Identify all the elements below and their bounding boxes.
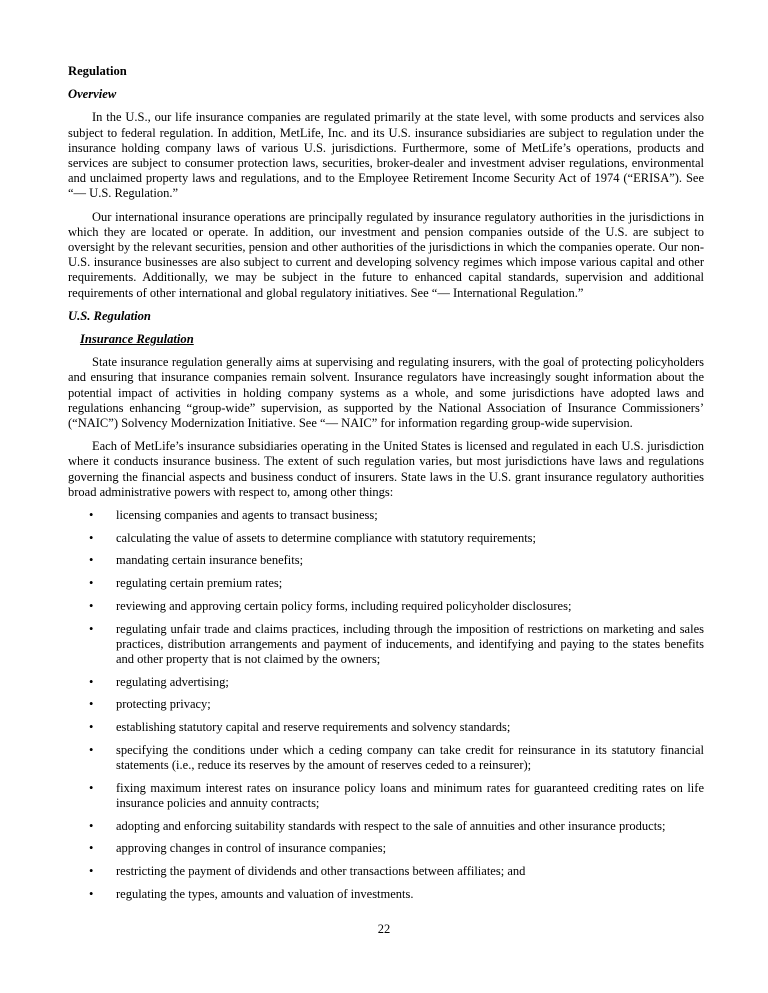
subsection-heading-us-regulation: U.S. Regulation [68, 308, 151, 323]
list-item [68, 887, 704, 902]
list-item [68, 531, 704, 546]
section-heading-regulation: Regulation [68, 64, 127, 78]
insurance-paragraph-1: State insurance regulation generally aims at supervising and regulating insurers, with the goal of protecting policyholders and ensuring that insurance companies remain solvent. Insurance regulators have increasingly sought information about the potential impact of activities in holding company systems as a whole, and some jurisdictions have adopted laws and regulations enhancing “group-wide” supervision, as supported by the National Association of Insurance Commissioners’ (“NAIC”) Solvency Modernization Initiative. See “— NAIC” for information regarding group-wide supervision. [68, 355, 704, 431]
list-item [68, 508, 704, 523]
bullet-marker: • [89, 720, 94, 735]
bullet-marker: • [89, 886, 94, 901]
bullet-marker: • [89, 598, 94, 613]
bullet-marker: • [89, 621, 94, 636]
overview-paragraph-2: Our international insurance operations are principally regulated by insurance regulatory authorities in the jurisdictions in which they are located or operate. In addition, our investment and pension companies outside of the U.S. are subject to oversight by the relevant securities, pension and other authorities of the jurisdictions in which the companies operate. Our non-U.S. insurance businesses are also subject to current and developing solvency regimes which impose various capital and other requirements. Additionally, we may be subject in the future to enhanced capital standards, supervision and additional requirements of other international and global regulatory initiatives. See “— International Regulation.” [68, 209, 704, 300]
regulatory-powers-bullet-list [68, 508, 704, 902]
list-item [68, 781, 704, 811]
bullet-marker: • [89, 674, 94, 689]
list-item-text: fixing maximum interest rates on insurance policy loans and minimum rates for guaranteed crediting rates on life insurance policies and annuity contracts; [116, 780, 704, 810]
list-item [68, 576, 704, 591]
list-item [68, 864, 704, 879]
list-item-text: licensing companies and agents to transact business; [116, 508, 378, 523]
list-item [68, 675, 704, 690]
bullet-marker: • [89, 530, 94, 545]
overview-paragraph-1: In the U.S., our life insurance companies are regulated primarily at the state level, with some products and services also subject to federal regulation. In addition, MetLife, Inc. and its U.S. insurance subsidiaries are subject to regulation under the insurance holding company laws of various U.S. jurisdictions. Furthermore, some of MetLife’s operations, products and services are subject to consumer protection laws, securities, broker-dealer and investment adviser regulations, environmental and unclaimed property laws and regulations, and to the Employee Retirement Income Security Act of 1974 (“ERISA”). See “— U.S. Regulation.” [68, 110, 704, 201]
list-item [68, 553, 704, 568]
list-item-text: regulating certain premium rates; [116, 576, 283, 591]
list-item [68, 720, 704, 735]
list-item-text: mandating certain insurance benefits; [116, 553, 304, 568]
bullet-marker: • [89, 576, 94, 591]
list-item-text: restricting the payment of dividends and other transactions between affiliates; and [116, 864, 526, 879]
list-item [68, 599, 704, 614]
list-item-text: regulating advertising; [116, 674, 229, 689]
list-item-text: calculating the value of assets to determine compliance with statutory requirements; [116, 530, 537, 545]
page-number: 22 [377, 922, 391, 936]
list-item-text: regulating unfair trade and claims practices, including through the imposition of restrictions on marketing and sales practices, distribution arrangements and payment of inducements, and identifying and paying to the states benefits and other property that is not claimed by the owners; [116, 621, 704, 666]
bullet-marker: • [89, 742, 94, 757]
bullet-marker: • [89, 553, 94, 568]
list-item-text: approving changes in control of insurance companies; [116, 841, 387, 856]
bullet-marker: • [89, 697, 94, 712]
document-page [68, 64, 704, 909]
list-item [68, 743, 704, 773]
list-item-text: regulating the types, amounts and valuation of investments. [116, 886, 414, 901]
insurance-paragraph-2: Each of MetLife’s insurance subsidiaries operating in the United States is licensed and regulated in each U.S. jurisdiction where it conducts insurance business. The extent of such regulation varies, but most jurisdictions have laws and regulations governing the financial aspects and business conduct of insurers. State laws in the U.S. grant insurance regulatory authorities broad administrative powers with respect to, among other things: [68, 439, 704, 499]
list-item-text: adopting and enforcing suitability standards with respect to the sale of annuities and other insurance products; [116, 818, 666, 833]
subsection-heading-insurance-regulation: Insurance Regulation [80, 332, 194, 347]
list-item [68, 697, 704, 712]
bullet-marker: • [89, 864, 94, 879]
bullet-marker: • [89, 508, 94, 523]
list-item [68, 819, 704, 834]
list-item [68, 622, 704, 668]
list-item [68, 841, 704, 856]
subsection-heading-overview: Overview [68, 87, 117, 102]
bullet-marker: • [89, 841, 94, 856]
list-item-text: establishing statutory capital and reserve requirements and solvency standards; [116, 720, 511, 735]
list-item-text: protecting privacy; [116, 697, 211, 712]
bullet-marker: • [89, 780, 94, 795]
bullet-marker: • [89, 818, 94, 833]
list-item-text: reviewing and approving certain policy forms, including required policyholder disclosures; [116, 598, 572, 613]
list-item-text: specifying the conditions under which a ceding company can take credit for reinsurance in its statutory financial statements (i.e., reduce its reserves by the amount of reserves ceded to a reinsurer); [116, 742, 704, 773]
